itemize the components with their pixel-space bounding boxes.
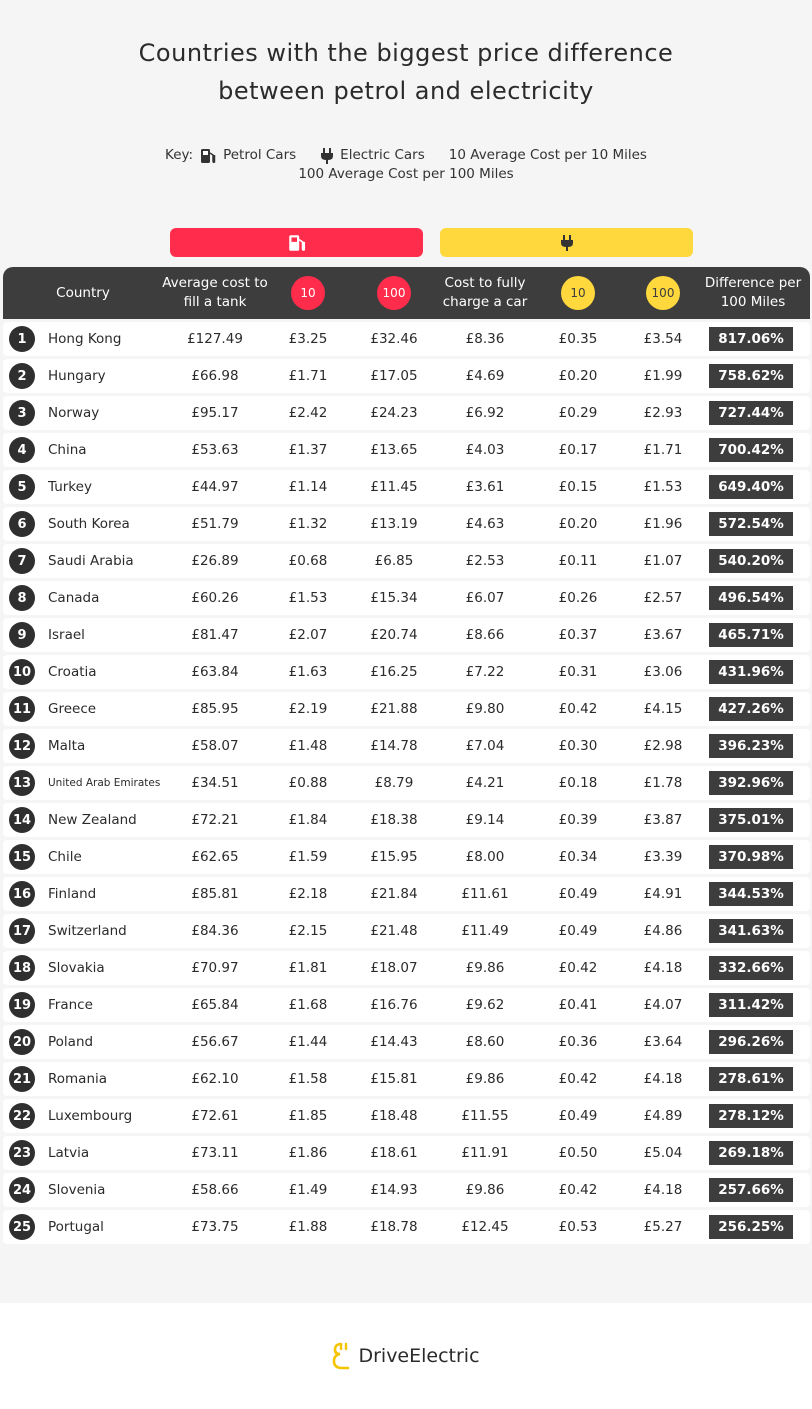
cell-charge: £11.91 <box>461 1145 509 1161</box>
cell-elec-10: £0.18 <box>558 775 598 791</box>
cell-petrol-10: £2.18 <box>288 886 328 902</box>
cell-petrol-100: £18.48 <box>370 1108 418 1124</box>
rank-badge: 11 <box>9 696 35 722</box>
cell-difference: 311.42% <box>709 993 793 1017</box>
cell-difference: 370.98% <box>709 845 793 869</box>
cell-country: Norway <box>48 405 100 421</box>
cell-avg-tank: £63.84 <box>191 664 239 680</box>
table-row <box>3 988 810 1022</box>
cell-petrol-10: £1.49 <box>288 1182 328 1198</box>
cell-petrol-100: £6.85 <box>374 553 414 569</box>
table-row <box>3 359 810 393</box>
table-row <box>3 729 810 763</box>
cell-avg-tank: £72.61 <box>191 1108 239 1124</box>
table-row <box>3 1136 810 1170</box>
cell-avg-tank: £84.36 <box>191 923 239 939</box>
cell-avg-tank: £34.51 <box>191 775 239 791</box>
cell-charge: £7.04 <box>465 738 505 754</box>
cell-elec-10: £0.41 <box>558 997 598 1013</box>
cell-avg-tank: £62.10 <box>191 1071 239 1087</box>
table-row <box>3 1025 810 1059</box>
cell-country: Romania <box>48 1071 108 1087</box>
table-row <box>3 692 810 726</box>
cell-avg-tank: £58.66 <box>191 1182 239 1198</box>
cell-elec-10: £0.15 <box>558 479 598 495</box>
cell-elec-10: £0.42 <box>558 701 598 717</box>
cell-elec-10: £0.20 <box>558 368 598 384</box>
brand-logo <box>332 1342 479 1370</box>
cell-avg-tank: £72.21 <box>191 812 239 828</box>
rank-badge: 8 <box>9 585 35 611</box>
cell-elec-100: £3.39 <box>643 849 683 865</box>
cell-petrol-10: £1.44 <box>288 1034 328 1050</box>
cell-elec-10: £0.49 <box>558 923 598 939</box>
cell-petrol-100: £18.78 <box>370 1219 418 1235</box>
cell-petrol-10: £1.48 <box>288 738 328 754</box>
cell-charge: £9.14 <box>465 812 505 828</box>
cell-elec-100: £1.99 <box>643 368 683 384</box>
cell-elec-10: £0.29 <box>558 405 598 421</box>
cell-elec-100: £2.98 <box>643 738 683 754</box>
cell-petrol-10: £1.85 <box>288 1108 328 1124</box>
rank-badge: 17 <box>9 918 35 944</box>
rank-badge: 15 <box>9 844 35 870</box>
cell-country: Greece <box>48 701 97 717</box>
cell-petrol-10: £1.88 <box>288 1219 328 1235</box>
cell-elec-100: £5.27 <box>643 1219 683 1235</box>
header-elec-100 <box>628 267 698 319</box>
rank-badge: 5 <box>9 474 35 500</box>
cell-difference: 496.54% <box>709 586 793 610</box>
cell-petrol-10: £1.32 <box>288 516 328 532</box>
cell-petrol-10: £1.84 <box>288 812 328 828</box>
header-charge: Cost to fully charge a car <box>442 275 528 310</box>
cell-country: South Korea <box>48 516 130 532</box>
cell-petrol-10: £0.68 <box>288 553 328 569</box>
cell-elec-100: £4.18 <box>643 960 683 976</box>
cell-charge: £9.86 <box>465 960 505 976</box>
cell-petrol-100: £32.46 <box>370 331 418 347</box>
rank-badge: 7 <box>9 548 35 574</box>
petrol-category-bar <box>170 228 423 257</box>
cell-avg-tank: £95.17 <box>191 405 239 421</box>
cell-avg-tank: £66.98 <box>191 368 239 384</box>
plug-icon <box>320 147 334 165</box>
table-row <box>3 433 810 467</box>
cell-petrol-100: £14.43 <box>370 1034 418 1050</box>
cell-elec-100: £1.78 <box>643 775 683 791</box>
title-line-2: between petrol and electricity <box>218 77 594 105</box>
cell-petrol-100: £13.65 <box>370 442 418 458</box>
cell-elec-100: £5.04 <box>643 1145 683 1161</box>
cell-country: Slovenia <box>48 1182 106 1198</box>
cell-elec-100: £4.15 <box>643 701 683 717</box>
cell-charge: £8.36 <box>465 331 505 347</box>
cell-elec-10: £0.34 <box>558 849 598 865</box>
table-row <box>3 322 810 356</box>
cell-petrol-100: £21.48 <box>370 923 418 939</box>
cell-elec-100: £2.57 <box>643 590 683 606</box>
cell-petrol-100: £16.25 <box>370 664 418 680</box>
cell-difference: 649.40% <box>709 475 793 499</box>
cell-country: China <box>48 442 87 458</box>
cell-elec-100: £4.91 <box>643 886 683 902</box>
rank-badge: 3 <box>9 400 35 426</box>
cell-elec-10: £0.42 <box>558 1071 598 1087</box>
cell-charge: £11.61 <box>461 886 509 902</box>
cell-petrol-10: £1.86 <box>288 1145 328 1161</box>
cell-country: Poland <box>48 1034 94 1050</box>
cell-charge: £11.55 <box>461 1108 509 1124</box>
table-row <box>3 396 810 430</box>
cell-country: Chile <box>48 849 82 865</box>
cell-elec-100: £4.07 <box>643 997 683 1013</box>
cell-charge: £2.53 <box>465 553 505 569</box>
cell-petrol-10: £2.19 <box>288 701 328 717</box>
brand-name: DriveElectric <box>358 1345 480 1367</box>
cell-elec-10: £0.42 <box>558 960 598 976</box>
cell-elec-100: £3.06 <box>643 664 683 680</box>
cell-avg-tank: £73.11 <box>191 1145 239 1161</box>
cell-country: Finland <box>48 886 97 902</box>
footer <box>0 1303 812 1409</box>
cell-elec-10: £0.11 <box>558 553 598 569</box>
cell-elec-10: £0.50 <box>558 1145 598 1161</box>
petrol-10-badge: 10 <box>291 276 325 310</box>
table-row <box>3 470 810 504</box>
cell-charge: £3.61 <box>465 479 505 495</box>
table-row <box>3 544 810 578</box>
header-difference: Difference per 100 Miles <box>704 275 802 310</box>
cell-elec-100: £4.18 <box>643 1182 683 1198</box>
cell-petrol-10: £1.63 <box>288 664 328 680</box>
cell-difference: 257.66% <box>709 1178 793 1202</box>
rank-badge: 10 <box>9 659 35 685</box>
cell-charge: £4.63 <box>465 516 505 532</box>
cell-charge: £11.49 <box>461 923 509 939</box>
cell-country: New Zealand <box>48 812 137 828</box>
cell-charge: £9.62 <box>465 997 505 1013</box>
cell-difference: 465.71% <box>709 623 793 647</box>
cell-avg-tank: £127.49 <box>187 331 243 347</box>
cell-petrol-10: £1.71 <box>288 368 328 384</box>
cell-petrol-100: £15.81 <box>370 1071 418 1087</box>
elec-10-badge: 10 <box>561 276 595 310</box>
table-row <box>3 914 810 948</box>
cell-petrol-100: £14.93 <box>370 1182 418 1198</box>
cell-charge: £8.66 <box>465 627 505 643</box>
header-petrol-10 <box>273 267 343 319</box>
rank-badge: 13 <box>9 770 35 796</box>
cell-avg-tank: £26.89 <box>191 553 239 569</box>
cell-difference: 278.61% <box>709 1067 793 1091</box>
cell-petrol-100: £14.78 <box>370 738 418 754</box>
cell-charge: £4.21 <box>465 775 505 791</box>
cell-elec-100: £2.93 <box>643 405 683 421</box>
table-row <box>3 840 810 874</box>
cell-petrol-100: £16.76 <box>370 997 418 1013</box>
petrol-100-badge: 100 <box>377 276 411 310</box>
cell-country: Portugal <box>48 1219 104 1235</box>
table-row <box>3 581 810 615</box>
cell-petrol-10: £1.14 <box>288 479 328 495</box>
cell-petrol-10: £1.58 <box>288 1071 328 1087</box>
cell-petrol-10: £0.88 <box>288 775 328 791</box>
rank-badge: 1 <box>9 326 35 352</box>
cell-elec-100: £3.67 <box>643 627 683 643</box>
cell-petrol-10: £2.07 <box>288 627 328 643</box>
cell-charge: £6.07 <box>465 590 505 606</box>
cell-country: Hungary <box>48 368 106 384</box>
table-header <box>3 267 810 319</box>
cell-difference: 256.25% <box>709 1215 793 1239</box>
cell-petrol-10: £1.59 <box>288 849 328 865</box>
fuel-pump-icon <box>199 147 217 165</box>
table-row <box>3 655 810 689</box>
cell-avg-tank: £51.79 <box>191 516 239 532</box>
rank-badge: 23 <box>9 1140 35 1166</box>
key-cost10: 10 Average Cost per 10 Miles <box>448 147 647 163</box>
cell-country: Turkey <box>48 479 92 495</box>
cell-avg-tank: £85.81 <box>191 886 239 902</box>
cell-elec-10: £0.37 <box>558 627 598 643</box>
cell-petrol-10: £2.15 <box>288 923 328 939</box>
cell-charge: £4.03 <box>465 442 505 458</box>
cell-avg-tank: £44.97 <box>191 479 239 495</box>
rank-badge: 24 <box>9 1177 35 1203</box>
header-elec-10 <box>543 267 613 319</box>
cell-petrol-100: £15.34 <box>370 590 418 606</box>
rank-badge: 4 <box>9 437 35 463</box>
cell-avg-tank: £85.95 <box>191 701 239 717</box>
cell-petrol-100: £17.05 <box>370 368 418 384</box>
cell-elec-10: £0.49 <box>558 1108 598 1124</box>
table-row <box>3 1099 810 1133</box>
header-avg-tank: Average cost to fill a tank <box>162 275 268 310</box>
cell-petrol-10: £3.25 <box>288 331 328 347</box>
cell-avg-tank: £81.47 <box>191 627 239 643</box>
cell-country: Croatia <box>48 664 97 680</box>
key-label: Key: <box>165 147 194 163</box>
key-cost100: 100 Average Cost per 100 Miles <box>298 166 514 182</box>
cell-petrol-10: £1.53 <box>288 590 328 606</box>
cell-petrol-10: £2.42 <box>288 405 328 421</box>
cell-elec-100: £3.54 <box>643 331 683 347</box>
cell-country: Switzerland <box>48 923 127 939</box>
cell-charge: £9.86 <box>465 1182 505 1198</box>
cell-country: Hong Kong <box>48 331 122 347</box>
cell-charge: £6.92 <box>465 405 505 421</box>
cell-elec-10: £0.42 <box>558 1182 598 1198</box>
cell-country: Slovakia <box>48 960 105 976</box>
legend-key <box>0 146 812 184</box>
cell-elec-100: £1.96 <box>643 516 683 532</box>
cell-country: Canada <box>48 590 100 606</box>
table-row <box>3 618 810 652</box>
cell-elec-10: £0.53 <box>558 1219 598 1235</box>
cell-country: Saudi Arabia <box>48 553 134 569</box>
cell-elec-10: £0.31 <box>558 664 598 680</box>
cell-difference: 278.12% <box>709 1104 793 1128</box>
title-line-1: Countries with the biggest price difference <box>138 39 674 67</box>
cell-elec-100: £1.53 <box>643 479 683 495</box>
cell-country: Latvia <box>48 1145 90 1161</box>
cell-elec-10: £0.30 <box>558 738 598 754</box>
cell-difference: 700.42% <box>709 438 793 462</box>
cell-petrol-10: £1.68 <box>288 997 328 1013</box>
cell-elec-100: £4.86 <box>643 923 683 939</box>
cell-elec-100: £1.71 <box>643 442 683 458</box>
cell-avg-tank: £73.75 <box>191 1219 239 1235</box>
cell-country: Israel <box>48 627 85 643</box>
cell-elec-10: £0.36 <box>558 1034 598 1050</box>
cell-difference: 341.63% <box>709 919 793 943</box>
rank-badge: 19 <box>9 992 35 1018</box>
table-row <box>3 877 810 911</box>
rank-badge: 16 <box>9 881 35 907</box>
table-row <box>3 766 810 800</box>
cell-charge: £9.86 <box>465 1071 505 1087</box>
cell-elec-10: £0.17 <box>558 442 598 458</box>
cell-elec-100: £3.87 <box>643 812 683 828</box>
rank-badge: 2 <box>9 363 35 389</box>
cell-petrol-100: £18.61 <box>370 1145 418 1161</box>
cell-difference: 296.26% <box>709 1030 793 1054</box>
cell-elec-10: £0.35 <box>558 331 598 347</box>
rank-badge: 6 <box>9 511 35 537</box>
cell-difference: 431.96% <box>709 660 793 684</box>
cell-avg-tank: £60.26 <box>191 590 239 606</box>
cell-avg-tank: £58.07 <box>191 738 239 754</box>
elec-100-badge: 100 <box>646 276 680 310</box>
cell-elec-100: £4.18 <box>643 1071 683 1087</box>
table-row <box>3 803 810 837</box>
cell-charge: £8.60 <box>465 1034 505 1050</box>
cell-petrol-100: £18.07 <box>370 960 418 976</box>
cell-difference: 332.66% <box>709 956 793 980</box>
cell-petrol-100: £21.88 <box>370 701 418 717</box>
key-petrol: Petrol Cars <box>223 147 297 163</box>
cell-difference: 758.62% <box>709 364 793 388</box>
rank-badge: 22 <box>9 1103 35 1129</box>
cell-elec-10: £0.49 <box>558 886 598 902</box>
cell-difference: 727.44% <box>709 401 793 425</box>
cell-elec-10: £0.39 <box>558 812 598 828</box>
cell-difference: 392.96% <box>709 771 793 795</box>
cell-elec-10: £0.26 <box>558 590 598 606</box>
cell-petrol-100: £11.45 <box>370 479 418 495</box>
cell-country: Malta <box>48 738 86 754</box>
cell-avg-tank: £56.67 <box>191 1034 239 1050</box>
cell-difference: 375.01% <box>709 808 793 832</box>
cell-charge: £12.45 <box>461 1219 509 1235</box>
cell-difference: 540.20% <box>709 549 793 573</box>
cell-elec-10: £0.20 <box>558 516 598 532</box>
cell-charge: £9.80 <box>465 701 505 717</box>
cell-elec-100: £1.07 <box>643 553 683 569</box>
cell-petrol-10: £1.37 <box>288 442 328 458</box>
table-row <box>3 951 810 985</box>
cell-difference: 572.54% <box>709 512 793 536</box>
cell-difference: 396.23% <box>709 734 793 758</box>
cell-avg-tank: £65.84 <box>191 997 239 1013</box>
header-country: Country <box>56 284 110 301</box>
rank-badge: 18 <box>9 955 35 981</box>
rank-badge: 21 <box>9 1066 35 1092</box>
table-row <box>3 1173 810 1207</box>
electric-category-bar <box>440 228 693 257</box>
key-electric: Electric Cars <box>340 147 425 163</box>
cell-avg-tank: £62.65 <box>191 849 239 865</box>
fuel-pump-icon <box>287 233 307 253</box>
rank-badge: 14 <box>9 807 35 833</box>
cell-petrol-100: £20.74 <box>370 627 418 643</box>
rank-badge: 9 <box>9 622 35 648</box>
cell-country: Luxembourg <box>48 1108 133 1124</box>
cell-charge: £7.22 <box>465 664 505 680</box>
cell-avg-tank: £53.63 <box>191 442 239 458</box>
cell-avg-tank: £70.97 <box>191 960 239 976</box>
cell-petrol-10: £1.81 <box>288 960 328 976</box>
cell-petrol-100: £15.95 <box>370 849 418 865</box>
driveelectric-logo-icon <box>332 1342 354 1370</box>
cell-country: United Arab Emirates <box>48 777 161 789</box>
table-row <box>3 507 810 541</box>
cell-country: France <box>48 997 93 1013</box>
plug-icon <box>560 234 574 252</box>
table-row <box>3 1062 810 1096</box>
cell-elec-100: £3.64 <box>643 1034 683 1050</box>
rank-badge: 25 <box>9 1214 35 1240</box>
cell-difference: 427.26% <box>709 697 793 721</box>
cell-petrol-100: £18.38 <box>370 812 418 828</box>
cell-petrol-100: £21.84 <box>370 886 418 902</box>
table-row <box>3 1210 810 1244</box>
rank-badge: 12 <box>9 733 35 759</box>
cell-charge: £8.00 <box>465 849 505 865</box>
page-title <box>0 34 812 110</box>
cell-charge: £4.69 <box>465 368 505 384</box>
rank-badge: 20 <box>9 1029 35 1055</box>
cell-petrol-100: £13.19 <box>370 516 418 532</box>
cell-difference: 269.18% <box>709 1141 793 1165</box>
cell-difference: 817.06% <box>709 327 793 351</box>
cell-difference: 344.53% <box>709 882 793 906</box>
cell-petrol-100: £24.23 <box>370 405 418 421</box>
header-petrol-100 <box>359 267 429 319</box>
cell-petrol-100: £8.79 <box>374 775 414 791</box>
cell-elec-100: £4.89 <box>643 1108 683 1124</box>
